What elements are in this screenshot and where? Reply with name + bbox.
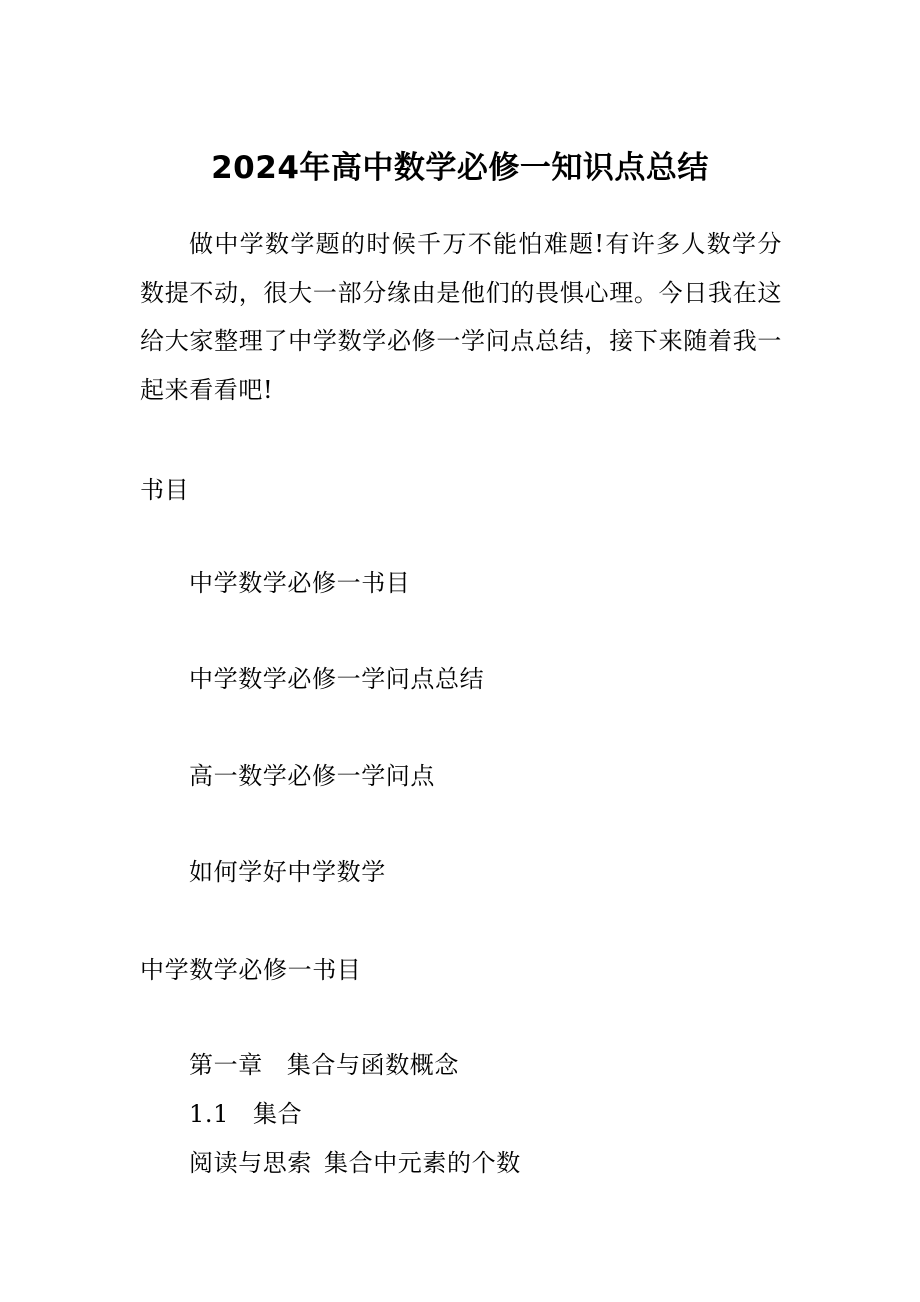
chapter-title: 集合与函数概念 — [286, 1051, 460, 1079]
chapter-line — [189, 1048, 459, 1082]
subsection-title: 集合 — [252, 1100, 303, 1128]
toc-item: 如何学好中学数学 — [189, 858, 386, 886]
chapter-label: 第一章 — [189, 1051, 263, 1079]
reading-label: 阅读与思索 — [189, 1149, 312, 1177]
subsection-line — [189, 1097, 302, 1131]
reading-line — [189, 1146, 521, 1180]
toc-heading: 书目 — [140, 476, 190, 504]
subsection-number: 1.1 — [189, 1100, 229, 1128]
section-heading: 中学数学必修一书目 — [140, 956, 362, 984]
document-title: 2024年高中数学必修一知识点总结 — [211, 150, 709, 186]
intro-paragraph: 做中学数学题的时候千万不能怕难题!有许多人数学分数提不动，很大一部分缘由是他们的畏惧心理。今日我在这给大家整理了中学数学必修一学问点总结，接下来随着我一起来看看吧! — [140, 230, 782, 404]
toc-item: 中学数学必修一书目 — [189, 569, 411, 597]
toc-item: 中学数学必修一学问点总结 — [189, 665, 485, 693]
reading-title: 集合中元素的个数 — [324, 1149, 521, 1177]
toc-item: 高一数学必修一学问点 — [189, 762, 435, 790]
